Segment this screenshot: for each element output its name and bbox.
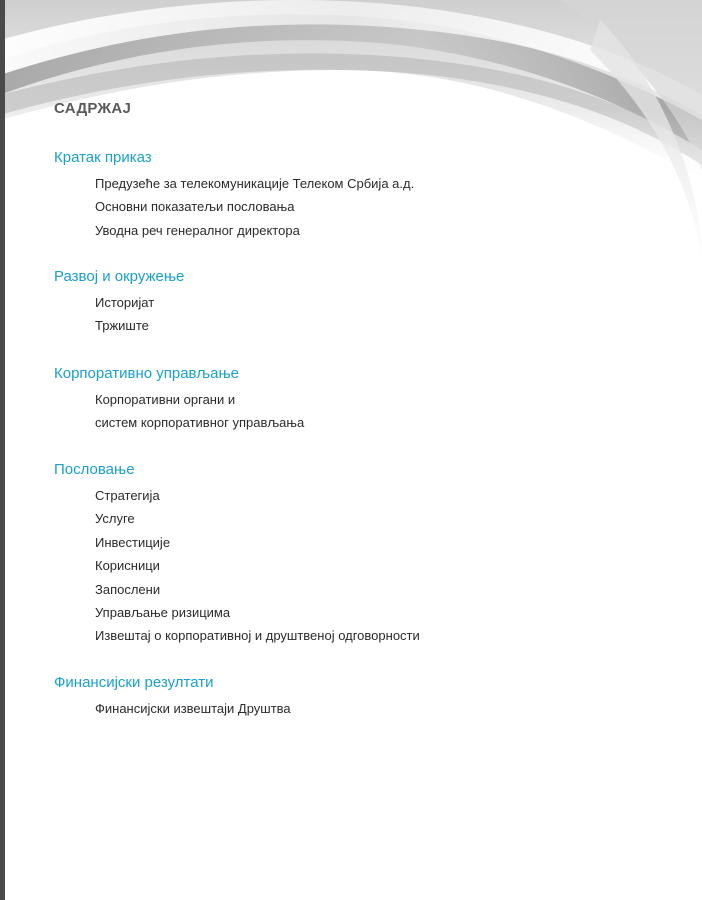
toc-section-overview — [54, 148, 414, 242]
toc-title: САДРЖАЈ — [54, 100, 132, 117]
toc-section-operations — [54, 460, 420, 648]
toc-section-development — [54, 267, 184, 338]
toc-entry[interactable]: систем корпоративног управљања — [95, 415, 305, 431]
toc-entry[interactable]: Предузеће за телекомуникације Телеком Србија а.д. — [95, 176, 415, 191]
toc-entry[interactable]: Финансијски извештаји Друштва — [95, 701, 291, 716]
section-heading[interactable]: Развој и окружење — [54, 268, 185, 285]
toc-entry[interactable]: Извештај о корпоративној и друштвеној одговорности — [95, 628, 420, 644]
toc-entry[interactable]: Инвестиције — [95, 534, 171, 550]
toc-section-financials — [54, 673, 291, 720]
section-heading[interactable]: Пословање — [54, 461, 135, 478]
toc-section-governance — [54, 364, 304, 435]
toc-entry[interactable]: Управљање ризицима — [95, 605, 231, 621]
toc-entry[interactable]: Уводна реч генералног директора — [95, 222, 300, 238]
section-heading[interactable]: Корпоративно управљање — [54, 365, 239, 382]
toc-entry[interactable]: Корисници — [95, 558, 160, 574]
toc-entry[interactable]: Стратегија — [95, 488, 160, 503]
page-left-border — [0, 0, 5, 900]
section-heading[interactable]: Финансијски резултати — [54, 674, 214, 691]
toc-entry[interactable]: Основни показатељи пословања — [95, 199, 295, 215]
toc-entry[interactable]: Историјат — [95, 295, 155, 310]
toc-entry[interactable]: Тржиште — [95, 318, 149, 334]
section-heading[interactable]: Кратак приказ — [54, 149, 152, 166]
toc-entry[interactable]: Услуге — [95, 511, 135, 527]
toc-entry[interactable]: Корпоративни органи и — [95, 392, 236, 407]
toc-entry[interactable]: Запослени — [95, 581, 161, 597]
